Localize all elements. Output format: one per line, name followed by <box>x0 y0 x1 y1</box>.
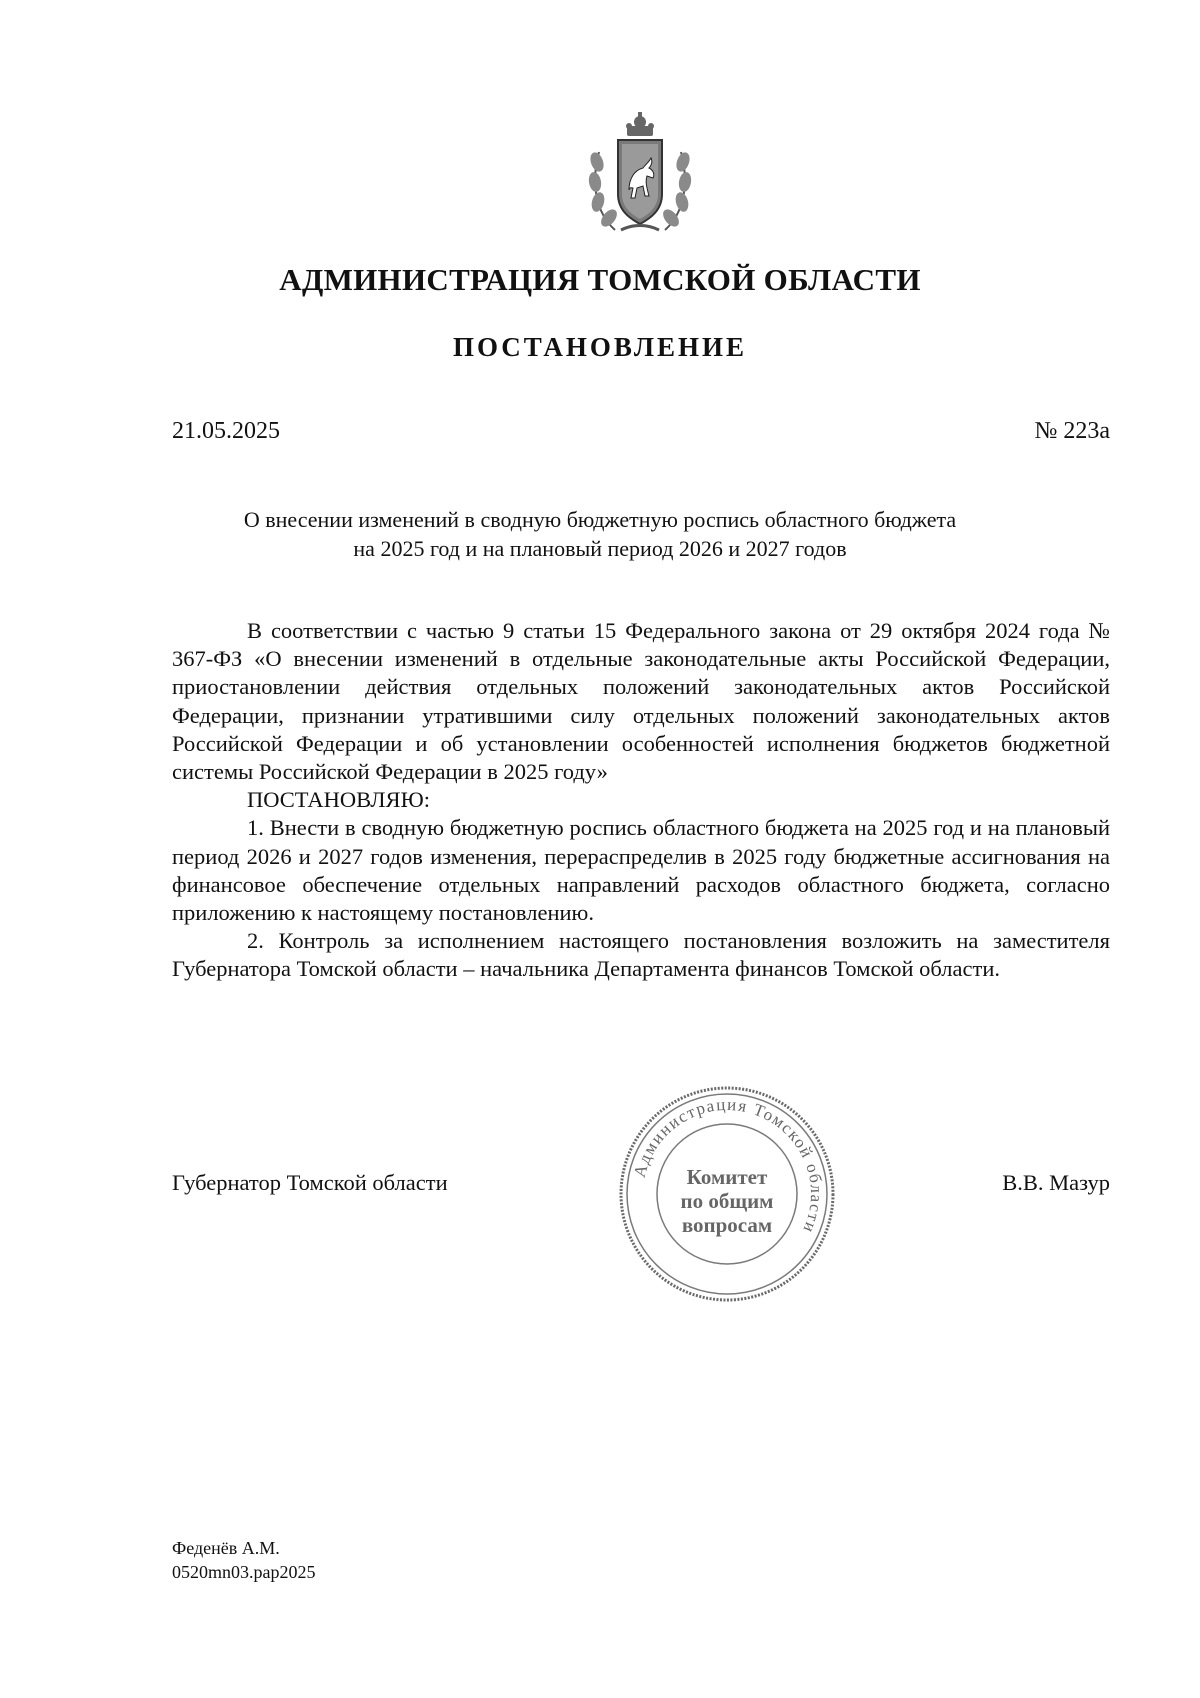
item-2-paragraph: 2. Контроль за исполнением настоящего постановления возложить на заместителя Губернатора Томской области – начальника Департамента финансов Томской области. <box>172 928 1110 982</box>
resolve-paragraph: ПОСТАНОВЛЯЮ: <box>247 787 430 813</box>
document-subject <box>0 505 1200 563</box>
signatory-name: В.В. Мазур <box>1002 1170 1110 1195</box>
stamp-center-line: вопросам <box>681 1213 773 1237</box>
subject-line: О внесении изменений в сводную бюджетную роспись областного бюджета <box>243 507 957 532</box>
document-footer <box>172 1536 316 1584</box>
organization-title: АДМИНИСТРАЦИЯ ТОМСКОЙ ОБЛАСТИ <box>279 262 921 297</box>
preamble-paragraph: В соответствии с частью 9 статьи 15 Федерального закона от 29 октября 2024 года № 367-ФЗ «О внесении изменений в отдельные законодательные акты Российской Федерации, приостановлении действия отдельных положений законодательных актов Российской Федерации, признании утратившими силу отдельных положений законодательных актов Российской Федерации и об установлении особенностей исполнения бюджетов бюджетной системы Российской Федерации в 2025 году» <box>172 618 1110 785</box>
stamp-center-line: по общим <box>680 1189 774 1213</box>
document-body <box>172 617 1110 984</box>
official-stamp <box>615 1082 839 1306</box>
file-code: 0520mn03.pap2025 <box>172 1562 316 1582</box>
stamp-center-line: Комитет <box>686 1165 768 1189</box>
coat-of-arms-emblem <box>585 112 695 240</box>
document-type-heading: ПОСТАНОВЛЕНИЕ <box>452 332 748 362</box>
subject-line: на 2025 год и на плановый период 2026 и 2027 годов <box>353 536 847 561</box>
document-number: № 223а <box>1034 418 1110 444</box>
item-1-paragraph: 1. Внести в сводную бюджетную роспись областного бюджета на 2025 год и на плановый период 2026 и 2027 годов изменения, перераспределив в 2025 году бюджетные ассигнования на финансовое обеспечение отдельных направлений расходов областного бюджета, согласно приложению к настоящему постановлению. <box>172 815 1110 926</box>
document-date: 21.05.2025 <box>172 418 280 444</box>
executor-name: Феденёв А.М. <box>172 1538 280 1558</box>
stamp-ring-text: Администрация Томской области <box>629 1094 827 1237</box>
signatory-role: Губернатор Томской области <box>172 1170 448 1195</box>
